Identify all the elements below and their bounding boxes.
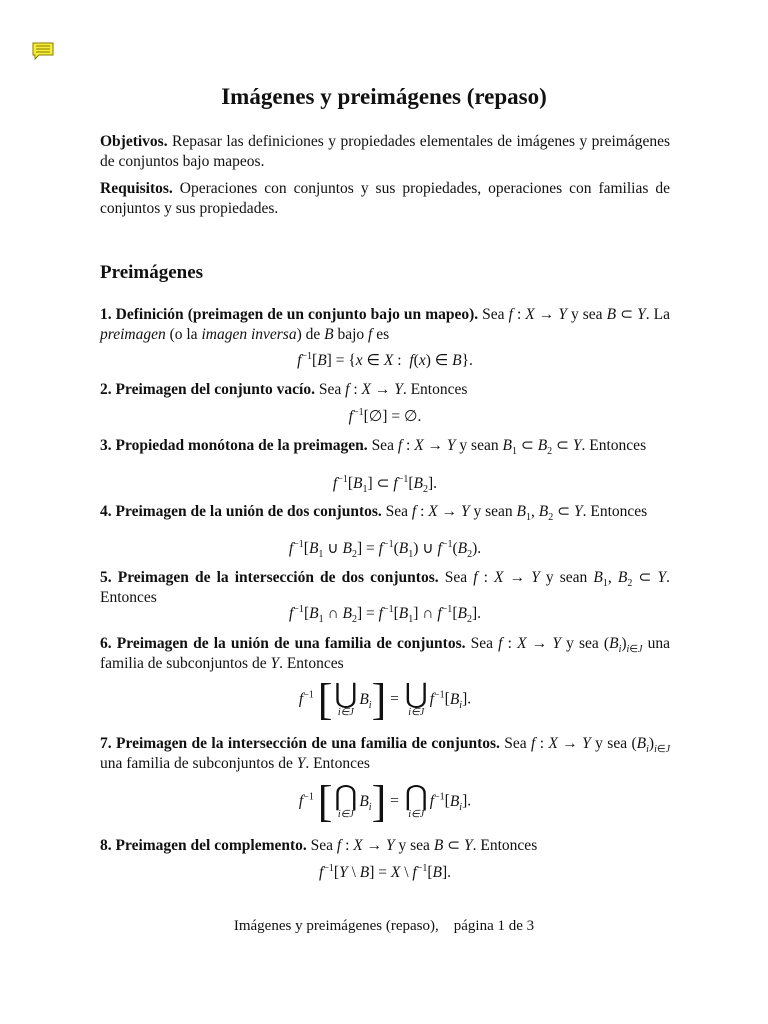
equation-union-family: $f^{-1}$ [ ⋃ i∈J $B_i$] = ⋃ i∈J $f^{-1}[B_i]$. bbox=[298, 675, 472, 724]
item-heading: 5. Preimagen de la intersección de dos conjuntos. bbox=[100, 569, 439, 586]
item-intersection-family: 7. Preimagen de la intersección de una familia de conjuntos. Sea f : X → Y y sea $(B_i)_{i\in J}$ una familia de subconjuntos de Y. Entonces bbox=[100, 735, 671, 772]
requirements-text: Operaciones con conjuntos y sus propiedades, operaciones con familias de conjuntos y sus propiedades. bbox=[100, 180, 670, 217]
item-monotone: 3. Propiedad monótona de la preimagen. Sea f : X → Y y sean $B_1$ ⊂ $B_2$ ⊂ Y. Entonces bbox=[100, 437, 647, 458]
item-heading: 2. Preimagen del conjunto vacío. bbox=[100, 381, 315, 398]
equation-empty-set: $f^{-1}[\emptyset]$ = ∅. bbox=[348, 406, 422, 425]
equation-definition: $f^{-1}[B] = \{x$ ∈ X : f(x) ∈ B}. bbox=[297, 350, 473, 369]
objectives-text: Repasar las definiciones y propiedades elementales de imágenes y preimágenes de conjuntos bajo mapeos. bbox=[100, 133, 670, 170]
equation-intersection-family: $f^{-1}$ [ ⋂ i∈J $B_i$] = ⋂ i∈J $f^{-1}[B_i]$. bbox=[298, 777, 472, 826]
item-definition: 1. Definición (preimagen de un conjunto bajo un mapeo). Sea f : X → Y y sea B ⊂ Y. La preimagen (o la imagen inversa) de B bajo f es bbox=[100, 306, 671, 343]
document-title: Imágenes y preimágenes (repaso) bbox=[221, 84, 547, 109]
equation-intersection-two: $f^{-1}[B_1$ ∩ $B_2] = f^{-1}[B_1]$ ∩ $f^{-1}[B_2]$. bbox=[288, 603, 481, 626]
objectives-label: Objetivos. bbox=[100, 133, 168, 150]
requirements-paragraph bbox=[100, 179, 670, 219]
equation-monotone: $f^{-1}[B_1]$ ⊂ $f^{-1}[B_2]$. bbox=[332, 473, 438, 496]
item-complement: 8. Preimagen del complemento. Sea f : X → Y y sea B ⊂ Y. Entonces bbox=[100, 837, 538, 854]
item-heading: 7. Preimagen de la intersección de una familia de conjuntos. bbox=[100, 735, 500, 752]
item-heading: 8. Preimagen del complemento. bbox=[100, 837, 307, 854]
section-title: Preimágenes bbox=[100, 262, 204, 283]
equation-union-two: $f^{-1}[B_1$ ∪ $B_2] = f^{-1}(B_1)$ ∪ $f^{-1}(B_2)$. bbox=[288, 538, 482, 561]
item-empty-set: 2. Preimagen del conjunto vacío. Sea f : X → Y. Entonces bbox=[100, 381, 468, 398]
item-intersection-two: 5. Preimagen de la intersección de dos conjuntos. Sea f : X → Y y sean $B_1$, $B_2$ ⊂ Y. Entonces bbox=[100, 569, 671, 606]
equation-complement: $f^{-1}[Y$ \ B] = X \ $f^{-1}[B]$. bbox=[318, 862, 452, 881]
item-heading: 6. Preimagen de la unión de una familia de conjuntos. bbox=[100, 635, 466, 652]
item-union-family: 6. Preimagen de la unión de una familia de conjuntos. Sea f : X → Y y sea $(B_i)_{i\in J}$ una familia de subconjuntos de Y. Entonces bbox=[100, 635, 671, 672]
comment-note-icon[interactable] bbox=[32, 42, 54, 60]
requirements-label: Requisitos. bbox=[100, 180, 173, 197]
item-heading: 1. Definición (preimagen de un conjunto bajo un mapeo). bbox=[100, 306, 479, 323]
page-footer: Imágenes y preimágenes (repaso), página 1 de 3 bbox=[233, 918, 535, 934]
item-union-two: 4. Preimagen de la unión de dos conjuntos. Sea f : X → Y y sean $B_1$, $B_2$ ⊂ Y. Entonces bbox=[100, 503, 648, 524]
objectives-paragraph bbox=[100, 132, 670, 172]
item-heading: 3. Propiedad monótona de la preimagen. bbox=[100, 437, 368, 454]
item-heading: 4. Preimagen de la unión de dos conjuntos. bbox=[100, 503, 382, 520]
